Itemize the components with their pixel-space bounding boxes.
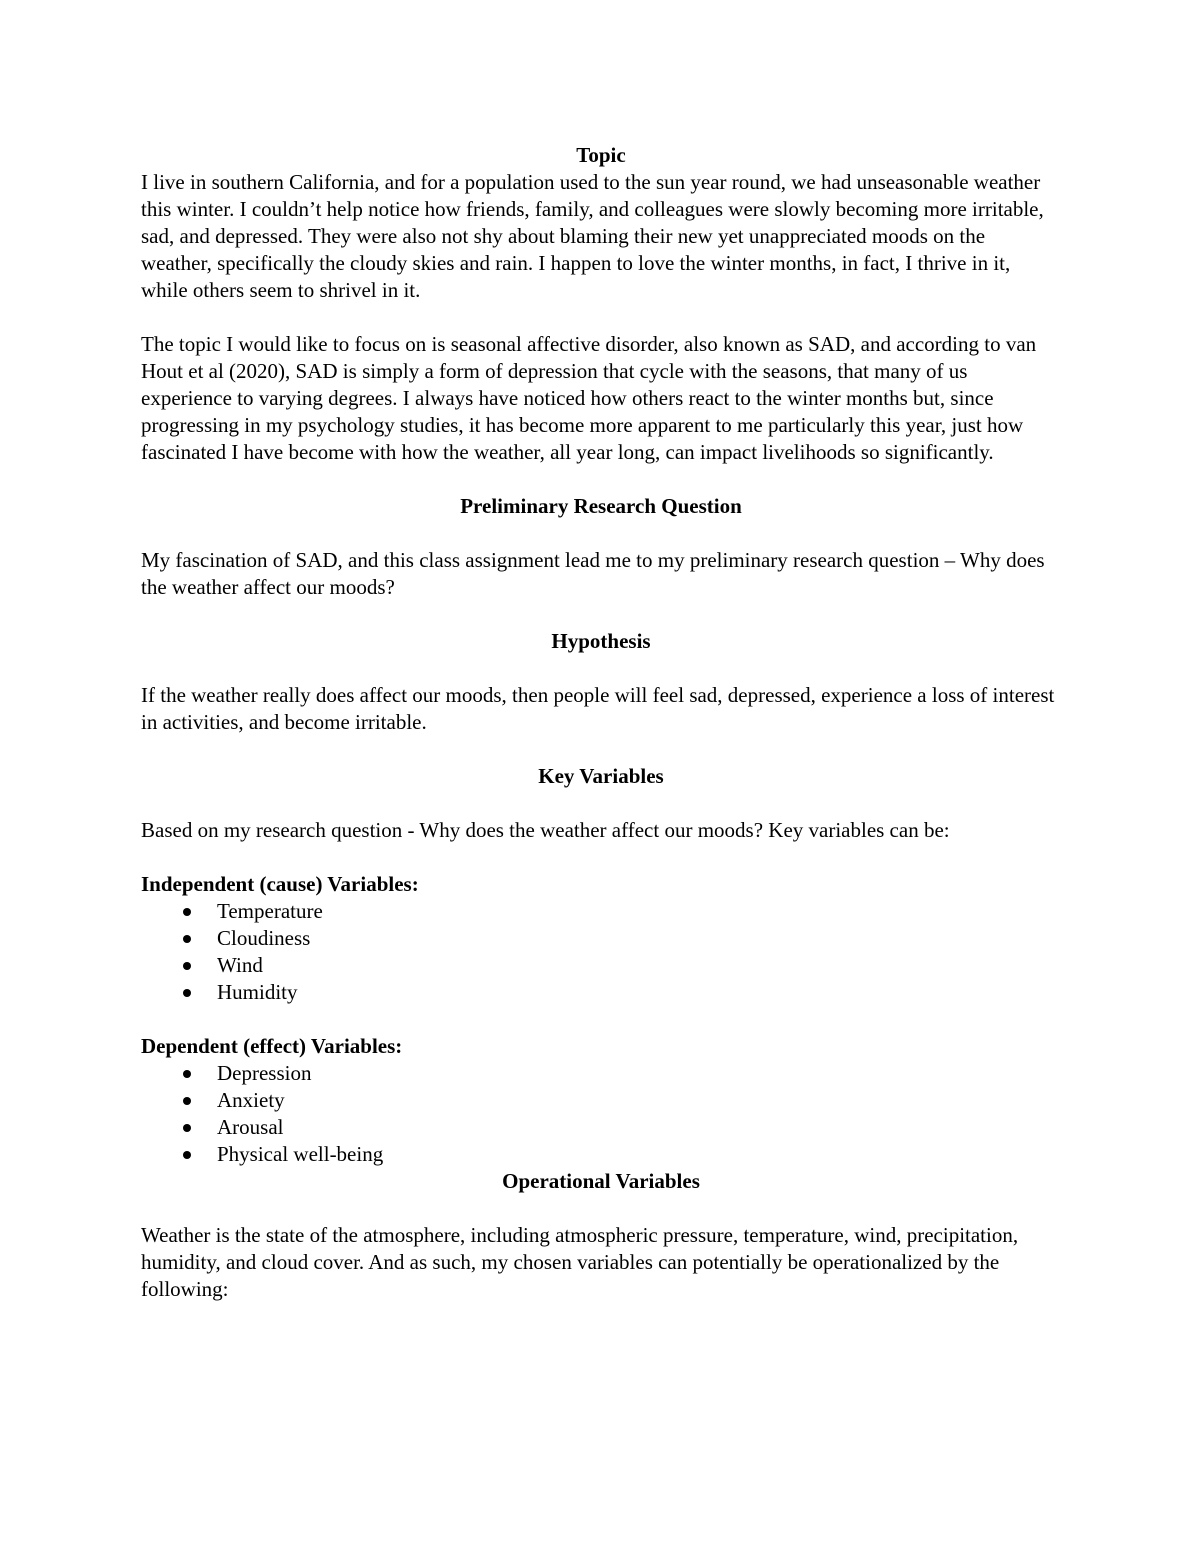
paragraph-spacer xyxy=(141,790,1061,817)
list-item xyxy=(141,1141,1061,1168)
list-item xyxy=(141,1087,1061,1114)
list-item xyxy=(141,1114,1061,1141)
bullet-icon xyxy=(183,935,191,943)
paragraph-spacer xyxy=(141,304,1061,331)
topic-heading: Topic xyxy=(576,143,626,167)
research-question-paragraph: My fascination of SAD, and this class assignment lead me to my preliminary research question – Why does the weather affect our moods? xyxy=(141,548,1045,599)
list-item-text: Humidity xyxy=(217,980,298,1004)
paragraph-spacer xyxy=(141,601,1061,628)
paragraph-spacer xyxy=(141,655,1061,682)
bullet-icon xyxy=(183,1151,191,1159)
hypothesis-heading: Hypothesis xyxy=(551,629,651,653)
document-body xyxy=(141,142,1061,1303)
list-item-text: Temperature xyxy=(217,899,323,923)
paragraph-spacer xyxy=(141,1006,1061,1033)
list-item xyxy=(141,898,1061,925)
bullet-icon xyxy=(183,1097,191,1105)
key-variables-paragraph: Based on my research question - Why does the weather affect our moods? Key variables can be: xyxy=(141,818,950,842)
list-item-text: Wind xyxy=(217,953,263,977)
list-item xyxy=(141,979,1061,1006)
dependent-variables-label: Dependent (effect) Variables: xyxy=(141,1034,403,1058)
paragraph-spacer xyxy=(141,844,1061,871)
list-item xyxy=(141,925,1061,952)
paragraph-spacer xyxy=(141,466,1061,493)
list-item-text: Anxiety xyxy=(217,1088,285,1112)
bullet-icon xyxy=(183,1124,191,1132)
paragraph-spacer xyxy=(141,736,1061,763)
dependent-variables-list xyxy=(141,1060,1061,1168)
hypothesis-paragraph: If the weather really does affect our moods, then people will feel sad, depressed, experience a loss of interest in activities, and become irritable. xyxy=(141,683,1055,734)
bullet-icon xyxy=(183,908,191,916)
bullet-icon xyxy=(183,1070,191,1078)
list-item-text: Physical well-being xyxy=(217,1142,384,1166)
topic-paragraph-2: The topic I would like to focus on is seasonal affective disorder, also known as SAD, and according to van Hout et al (2020), SAD is simply a form of depression that cycle with the seasons, that many of us experience to varying degrees. I always have noticed how others react to the winter months but, since progressing in my psychology studies, it has become more apparent to me particularly this year, just how fascinated I have become with how the weather, all year long, can impact livelihoods so significantly. xyxy=(141,332,1037,464)
bullet-icon xyxy=(183,989,191,997)
independent-variables-list xyxy=(141,898,1061,1006)
paragraph-spacer xyxy=(141,1195,1061,1222)
list-item xyxy=(141,952,1061,979)
operational-variables-heading: Operational Variables xyxy=(502,1169,700,1193)
paragraph-spacer xyxy=(141,520,1061,547)
topic-paragraph-1: I live in southern California, and for a population used to the sun year round, we had unseasonable weather this winter. I couldn’t help notice how friends, family, and colleagues were slowly becoming more irritable, sad, and depressed. They were also not shy about blaming their new yet unappreciated moods on the weather, specifically the cloudy skies and rain. I happen to love the winter months, in fact, I thrive in it, while others seem to shrivel in it. xyxy=(141,170,1044,302)
independent-variables-label: Independent (cause) Variables: xyxy=(141,872,419,896)
bullet-icon xyxy=(183,962,191,970)
list-item-text: Cloudiness xyxy=(217,926,311,950)
research-question-heading: Preliminary Research Question xyxy=(460,494,742,518)
operational-variables-paragraph: Weather is the state of the atmosphere, including atmospheric pressure, temperature, wind, precipitation, humidity, and cloud cover. And as such, my chosen variables can potentially be operationalized by the following: xyxy=(141,1223,1019,1301)
list-item xyxy=(141,1060,1061,1087)
list-item-text: Depression xyxy=(217,1061,312,1085)
list-item-text: Arousal xyxy=(217,1115,284,1139)
key-variables-heading: Key Variables xyxy=(538,764,664,788)
